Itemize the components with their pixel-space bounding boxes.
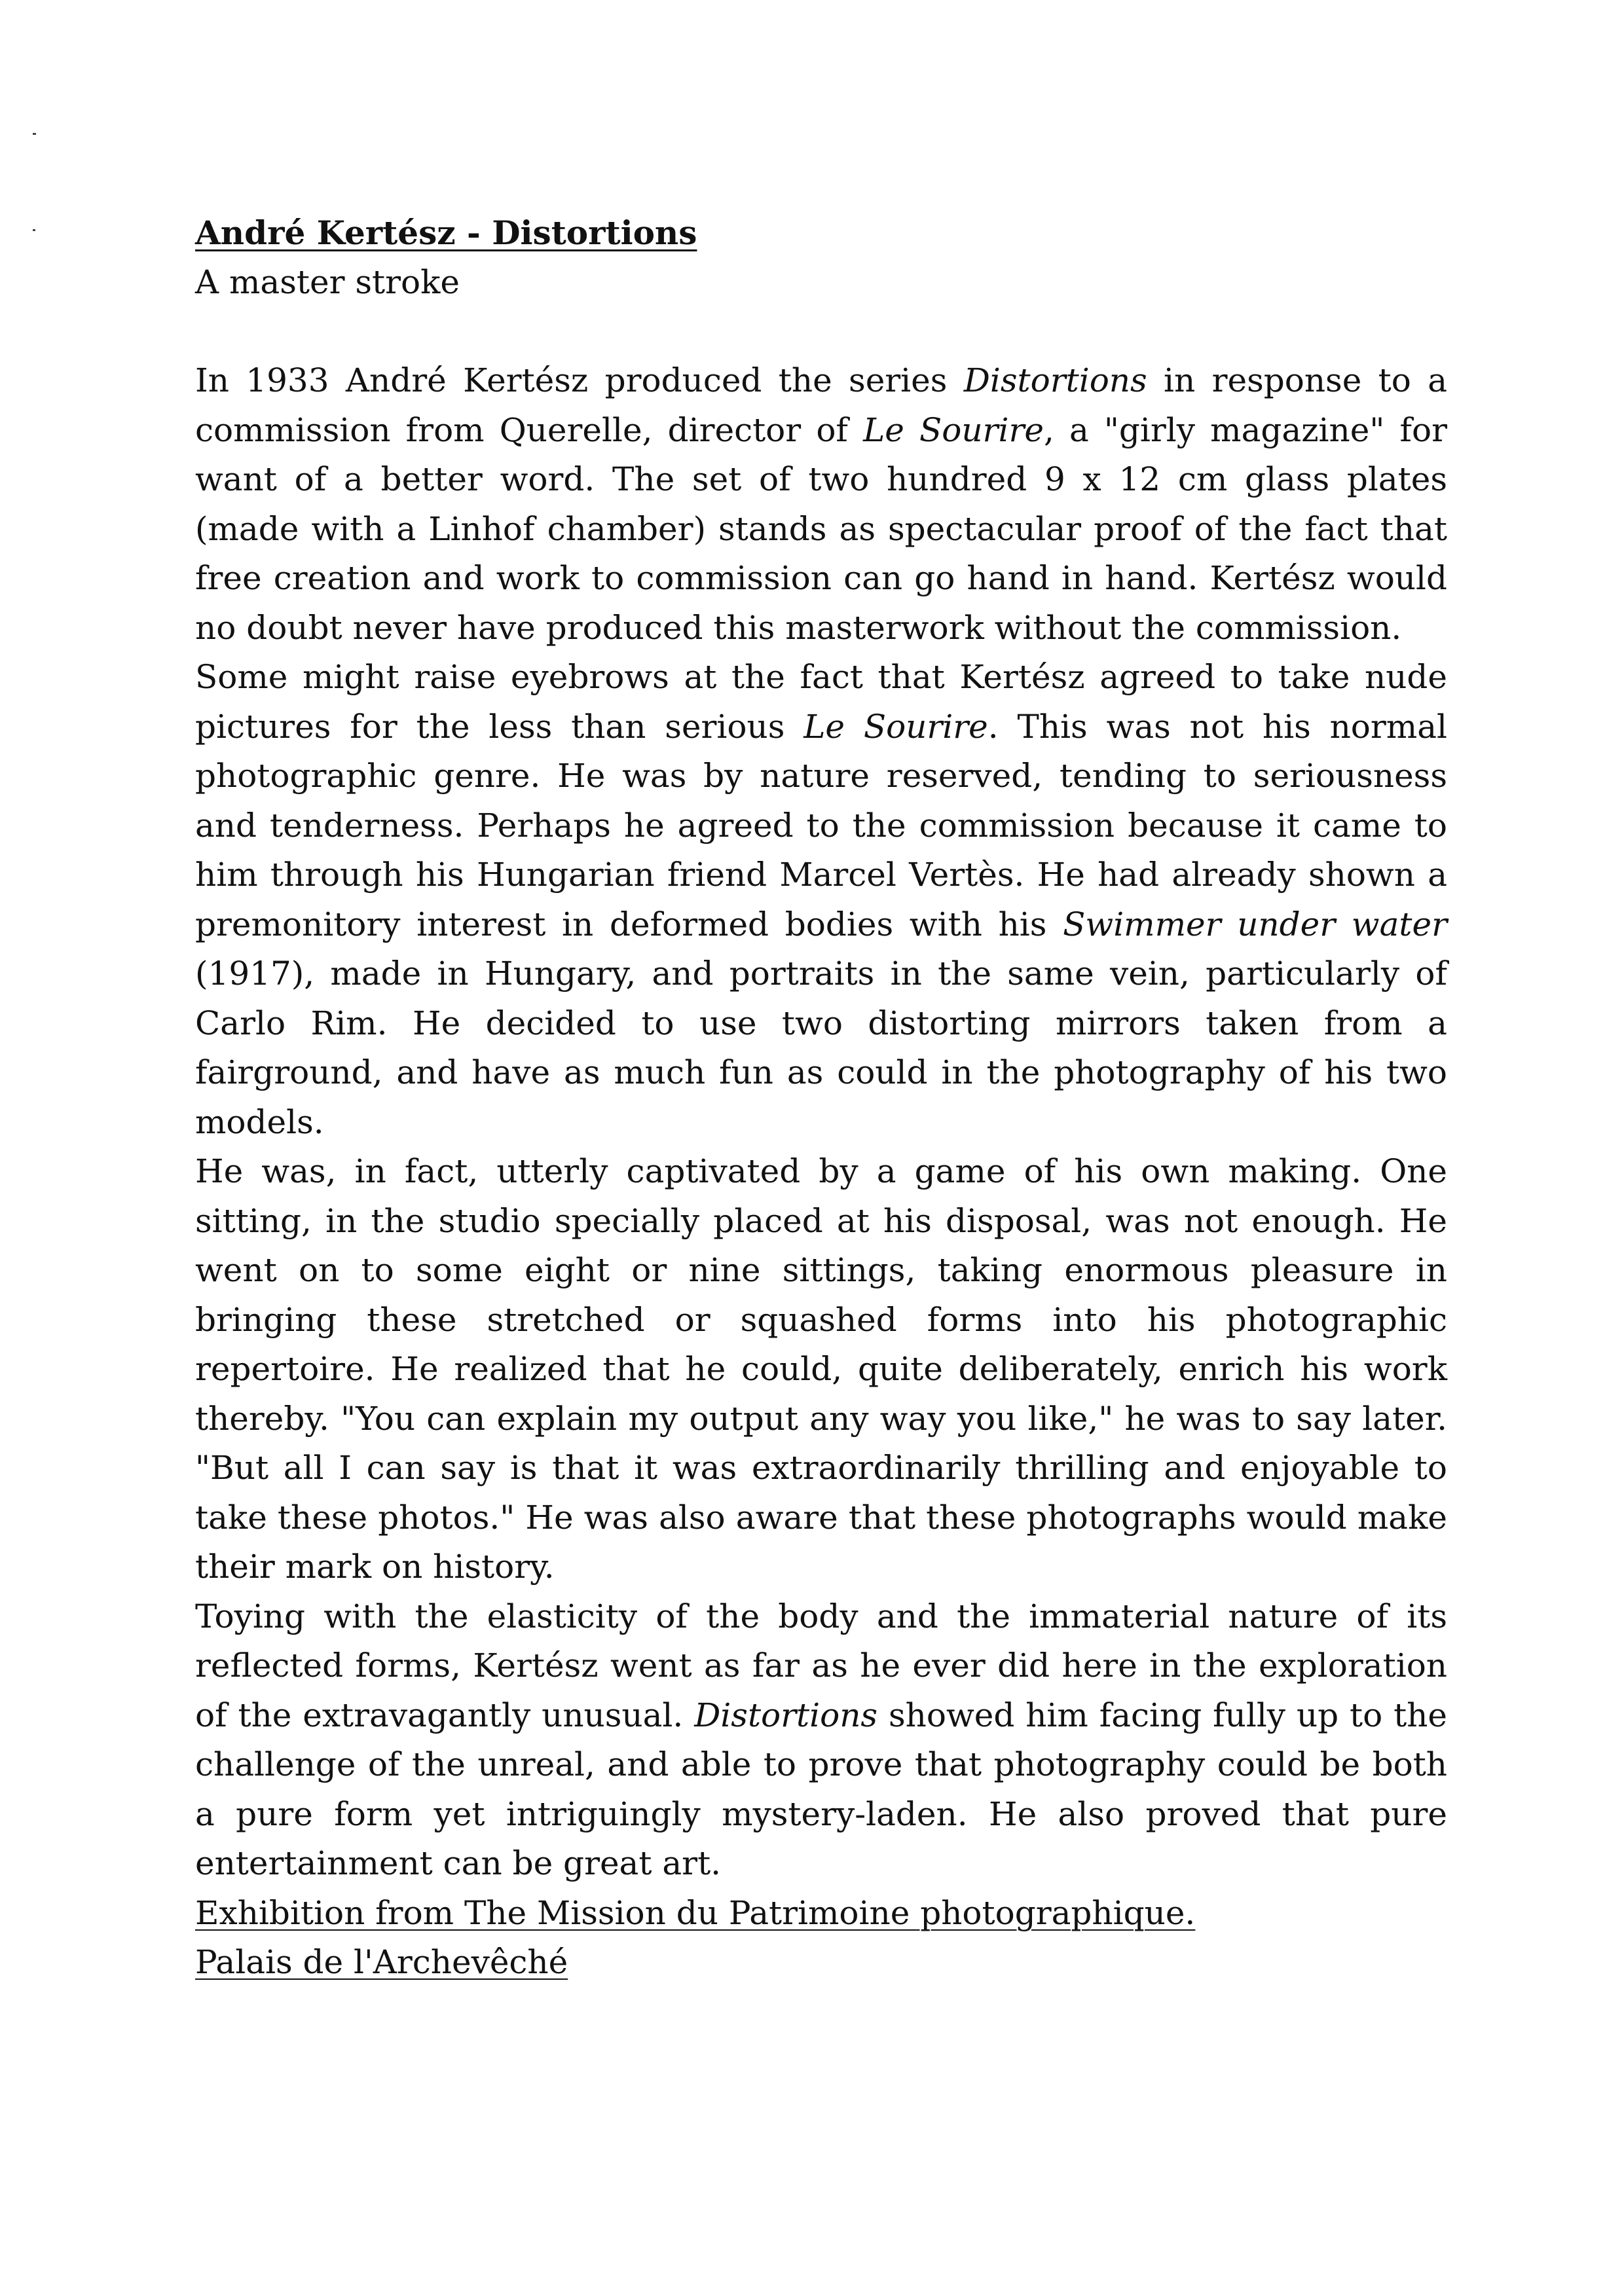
paragraph-text: Toying with the elasticity of the body and the immaterial nature of its reflected forms, Kertész went as far as he ever did here in the exploration of the extravagantly unusual. (195, 1597, 1447, 1734)
paragraph-text: . This was not his normal photographic genre. He was by nature reserved, tending to seriousness and tenderness. Perhaps he agreed to the commission because it came to him through his Hungarian friend Marcel Vertès. He had already shown a premonitory interest in deformed bodies with his (195, 707, 1447, 943)
paragraph-text: He was, in fact, utterly captivated by a game of his own making. One sitting, in the studio specially placed at his disposal, was not enough. He went on to some eight or nine sittings, taking enormous pleasure in bringing these stretched or squashed forms into his photographic repertoire. He realized that he could, quite deliberately, enrich his work thereby. "You can explain my output any way you like," he was to say later. "But all I can say is that it was extraordinarily thrilling and enjoyable to take these photos." He was also aware that these photographs would make their mark on history. (195, 1152, 1447, 1586)
exhibition-credit: Exhibition from The Mission du Patrimoine photographique. (195, 1893, 1196, 1932)
italic-title-text: Swimmer under water (1063, 905, 1447, 943)
paragraph-text: , a "girly magazine" for want of a better word. The set of two hundred 9 x 12 cm glass plates (made with a Linhof chamber) stands as spectacular proof of the fact that free creation and work to commission can go hand in hand. Kertész would no doubt never have produced this masterwork without the commission. (195, 410, 1447, 647)
italic-title-text: Distortions (963, 361, 1147, 399)
body-paragraph (195, 356, 1447, 653)
italic-title-text: Distortions (694, 1696, 878, 1734)
scan-speck (33, 229, 35, 231)
paragraph-text: Some might raise eyebrows at the fact that Kertész agreed to take nude pictures for the less than serious (195, 658, 1447, 746)
venue-name: Palais de l'Archevêché (195, 1943, 568, 1981)
document-subtitle: A master stroke (195, 263, 460, 301)
paragraph-text: showed him facing fully up to the challenge of the unreal, and able to prove that photography could be both a pure form yet intriguingly mystery-laden. He also proved that pure entertainment can be great art. (195, 1696, 1447, 1882)
scan-speck (33, 133, 36, 135)
paragraph-text: In 1933 André Kertész produced the series (195, 361, 964, 399)
paragraph-text: (1917), made in Hungary, and portraits in the same vein, particularly of Carlo Rim. He decided to use two distorting mirrors taken from a fairground, and have as much fun as could in the photography of his two models. (195, 955, 1447, 1141)
italic-title-text: Le Sourire (863, 410, 1044, 449)
body-paragraph (195, 1147, 1447, 1592)
document-body (195, 208, 1447, 1988)
paragraph-list (195, 356, 1447, 1889)
body-paragraph (195, 653, 1447, 1147)
body-paragraph (195, 1592, 1447, 1889)
paragraph-text: in response to a commission from Querelle, director of (195, 361, 1448, 449)
italic-title-text: Le Sourire (803, 707, 988, 746)
document-title: André Kertész - Distortions (195, 213, 697, 252)
